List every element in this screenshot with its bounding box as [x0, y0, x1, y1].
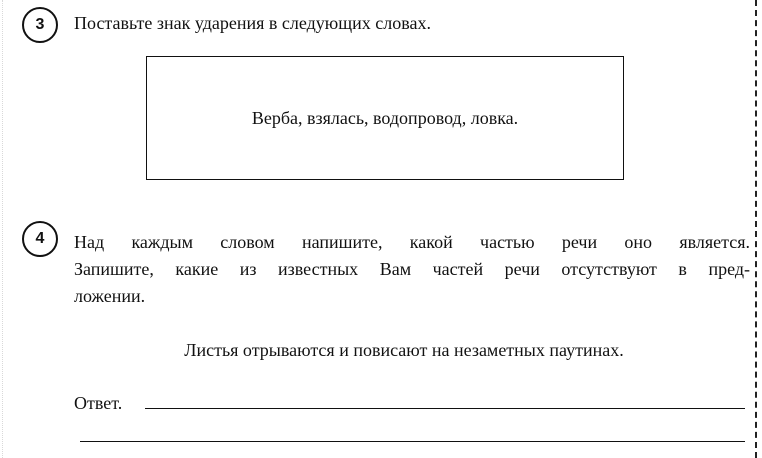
task-4-instruction-line-2: Запишите, какие из известных Вам частей речи отсутствуют в пред- — [74, 259, 750, 279]
task-3-number-badge — [22, 7, 58, 43]
page-edge — [2, 0, 3, 458]
task-4-sentence-row — [0, 340, 762, 361]
answer-line-2[interactable] — [80, 441, 745, 442]
task-4-sentence: Листья отрываются и повисают на незаметных паутинах. — [184, 340, 624, 360]
cut-line — [755, 0, 757, 458]
task-4-instruction-line-3: ложении. — [74, 286, 146, 306]
task-3-instruction: Поставьте знак ударения в следующих словах. — [74, 13, 431, 33]
task-4-number: 4 — [35, 230, 45, 247]
task-3-number: 3 — [35, 16, 45, 33]
answer-label: Ответ. — [74, 393, 123, 413]
answer-line-1[interactable] — [145, 408, 745, 409]
task-4-instruction-line-1: Над каждым словом напишите, какой частью речи оно является. — [74, 232, 750, 252]
task-4-instruction — [74, 229, 750, 310]
task-3-words-box — [146, 56, 624, 180]
task-3-words: Верба, взялась, водопровод, ловка. — [251, 107, 519, 128]
task-4-number-badge — [22, 221, 58, 257]
